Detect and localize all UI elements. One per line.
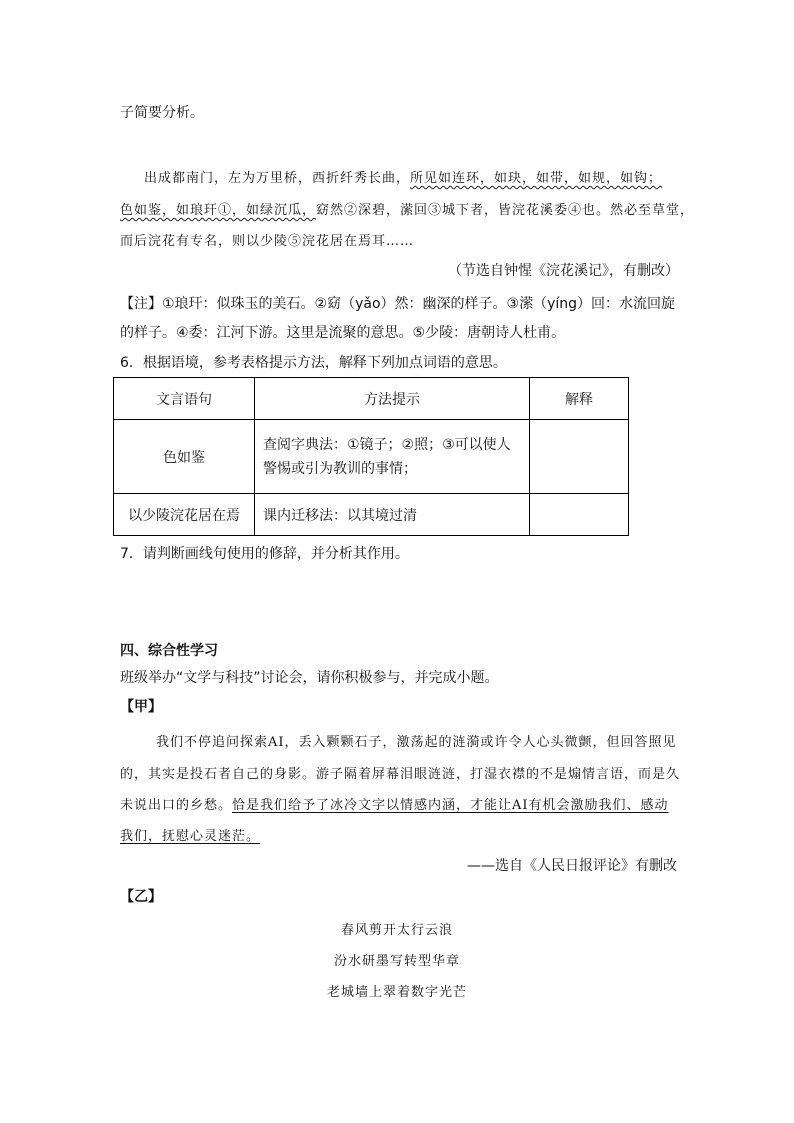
jia-line-1: 我们不停追问探索AI，丢入颗颗石子，激荡起的涟漪或许令人心头微颤，但回答照见 bbox=[156, 735, 677, 750]
question-7: 7．请判断画线句使用的修辞，并分析其作用。 bbox=[120, 546, 409, 562]
poem-line-1: 春风剪开太行云浪 bbox=[340, 923, 453, 938]
table-row bbox=[114, 494, 629, 536]
answer-cell[interactable] bbox=[530, 420, 629, 494]
answer-cell[interactable] bbox=[530, 494, 629, 536]
table-header-cell: 方法提示 bbox=[255, 378, 530, 420]
poem-line-3: 老城墙上翠着数字光芒 bbox=[326, 985, 467, 1000]
passage-text: 出成都南门，左为万里桥，西折纤秀长曲， bbox=[144, 171, 411, 186]
table-cell-hint: 课内迁移法：以其境过清 bbox=[255, 494, 530, 536]
wavy-underlined-sentence: 色如鉴，如琅玕①，如绿沉瓜， bbox=[120, 203, 317, 218]
continued-question-text: 子简要分析。 bbox=[120, 105, 204, 121]
table-cell-hint bbox=[255, 420, 530, 494]
table-header-cell: 文言语句 bbox=[114, 378, 255, 420]
jia-line-3 bbox=[120, 794, 669, 813]
jia-line-4 bbox=[120, 825, 260, 844]
underlined-sentence: 我们，抚慰心灵迷茫。 bbox=[120, 829, 261, 844]
section-intro: 班级举办“文学与科技”讨论会，请你积极参与，并完成小题。 bbox=[120, 670, 499, 686]
annotation-line-1: 【注】①琅玕：似珠玉的美石。②窈（yǎo）然：幽深的样子。③潆（yíng）回：水流回旋 bbox=[120, 296, 676, 312]
table-row bbox=[114, 420, 629, 494]
question-6: 6．根据语境，参考表格提示方法，解释下列加点词语的意思。 bbox=[120, 355, 507, 371]
hint-line: 警惕或引为教训的事情； bbox=[263, 460, 417, 477]
underlined-sentence: 恰是我们给予了冰冷文字以情感内涵，才能让AI有机会激励我们、感动 bbox=[232, 798, 669, 813]
passage-line-2 bbox=[120, 199, 694, 218]
hint-line: 查阅字典法：①镜子；②照；③可以使人 bbox=[263, 436, 511, 453]
section-title: 四、综合性学习 bbox=[120, 643, 218, 659]
table-cell-sentence: 色如鉴 bbox=[114, 420, 255, 494]
jia-text: 未说出口的乡愁。 bbox=[120, 798, 233, 813]
poem-line-2: 汾水研墨写转型华章 bbox=[333, 954, 460, 969]
table-header-row bbox=[114, 378, 629, 420]
passage-line-1 bbox=[144, 167, 662, 186]
table-cell-sentence: 以少陵浣花居在焉 bbox=[114, 494, 255, 536]
passage-text: 窈然②深碧，潆回③城下者，皆浣花溪委④也。然必至草堂， bbox=[316, 203, 695, 218]
answer-table bbox=[113, 377, 629, 536]
label-jia: 【甲】 bbox=[120, 699, 162, 715]
passage-line-3: 而后浣花有专名，则以少陵⑤浣花居在焉耳…… bbox=[120, 234, 415, 249]
table-header-cell: 解释 bbox=[530, 378, 629, 420]
annotation-line-2: 的样子。④委：江河下游。这里是流聚的意思。⑤少陵：唐朝诗人杜甫。 bbox=[120, 325, 566, 341]
jia-line-2: 的，其实是投石者自己的身影。游子隔着屏幕泪眼涟涟，打湿衣襟的不是煽情言语，而是久 bbox=[120, 767, 681, 782]
wavy-underlined-sentence: 所见如连环，如玦，如带，如规，如钩； bbox=[410, 171, 663, 186]
jia-source: ——选自《人民日报评论》有删改 bbox=[467, 858, 677, 874]
passage-source: （节选自钟惺《浣花溪记》，有删改） bbox=[448, 263, 679, 279]
label-yi: 【乙】 bbox=[120, 889, 162, 905]
